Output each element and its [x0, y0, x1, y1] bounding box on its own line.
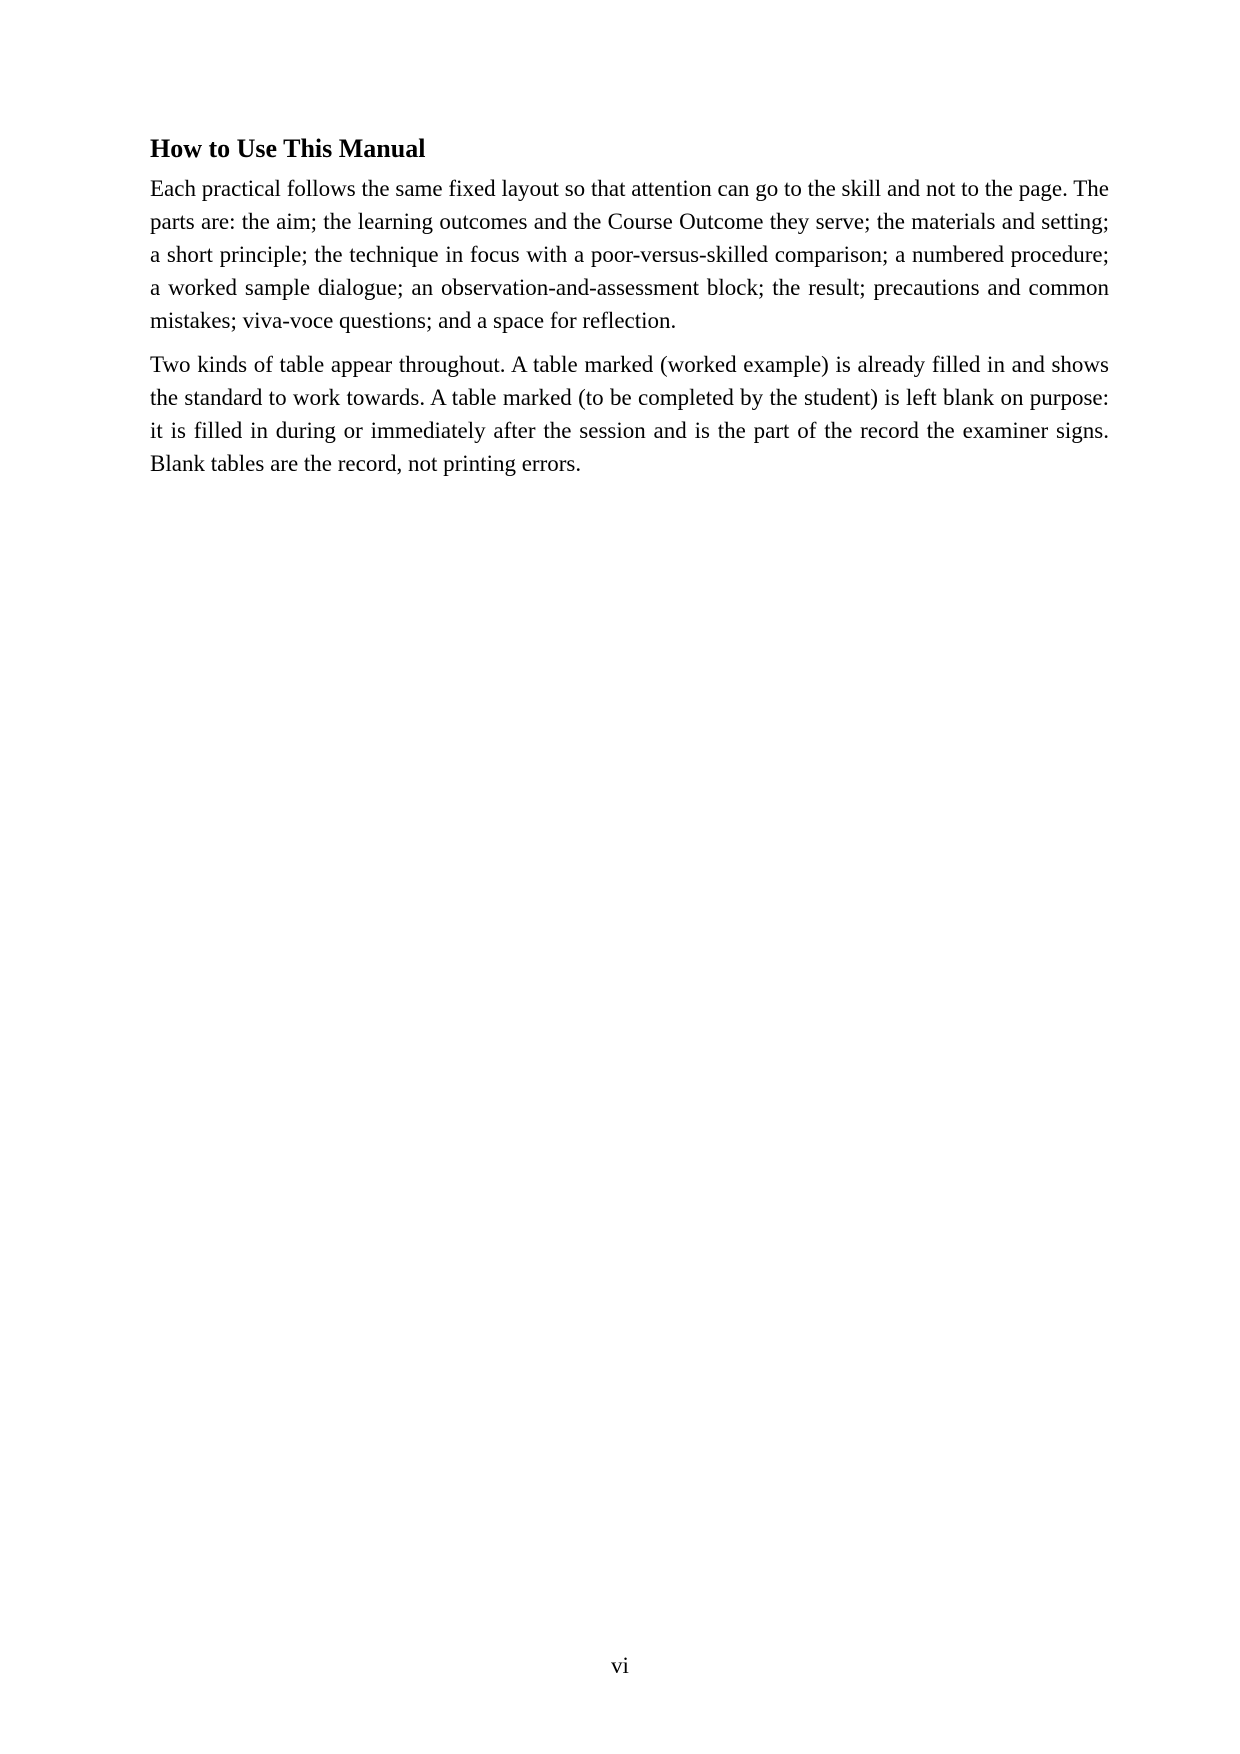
page-number: vi [611, 1653, 629, 1678]
section-heading: How to Use This Manual [150, 134, 426, 163]
body-paragraph-layout: Each practical follows the same fixed layout so that attention can go to the skill and not to the page. The parts are: the aim; the learning outcomes and the Course Outcome they serve; the materials and setting; a short principle; the technique in focus with a poor-versus-skilled comparison; a numbered procedure; a worked sample dialogue; an observation-and-assessment block; the result; precautions and common mistakes; viva-voce questions; and a space for reflection. [150, 176, 1109, 333]
page-content [150, 132, 1109, 491]
body-paragraph-tables: Two kinds of table appear throughout. A table marked (worked example) is already filled in and shows the standard to work towards. A table marked (to be completed by the student) is left blank on purpose: it is filled in during or immediately after the session and is the part of the record the examiner signs. Blank tables are the record, not printing errors. [150, 352, 1109, 476]
